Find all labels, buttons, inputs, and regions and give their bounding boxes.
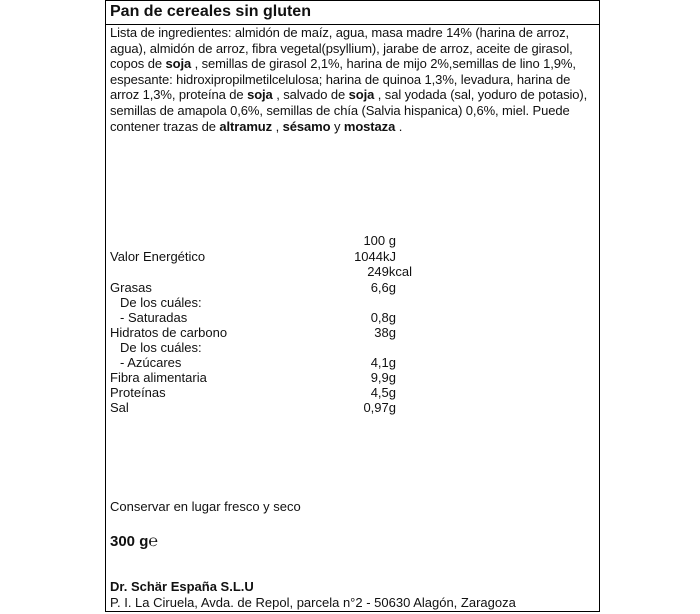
of-which-label: De los cuáles:: [120, 295, 202, 310]
allergen-highlight: soja: [165, 56, 192, 72]
nutrition-table: [110, 233, 410, 418]
allergen-highlight: soja: [247, 87, 273, 103]
product-title: Pan de cereales sin gluten: [110, 3, 311, 20]
carbs-label: Hidratos de carbono: [110, 325, 228, 340]
protein-label: Proteínas: [110, 385, 166, 400]
carbs-value: 38g: [374, 325, 396, 340]
allergen-highlight: sésamo: [282, 118, 331, 134]
storage-instructions: Conservar en lugar fresco y seco: [110, 499, 301, 514]
nutrition-row-energy-kcal: [110, 264, 412, 279]
allergen-highlight: mostaza: [343, 118, 396, 134]
allergen-highlight: altramuz: [219, 118, 273, 134]
fibre-label: Fibra alimentaria: [110, 370, 207, 385]
saturated-label: - Saturadas: [120, 310, 188, 325]
nutrition-row-of-which-fat: [110, 295, 396, 310]
ingredients-list: [110, 25, 596, 134]
company-name: Dr. Schär España S.L.U: [110, 579, 254, 594]
sugars-value: 4,1g: [370, 355, 396, 370]
ingredients-text: y: [330, 118, 344, 134]
energy-label: Valor Energético: [110, 249, 206, 264]
nutrition-row-carbs: [110, 325, 396, 340]
fat-label: Grasas: [110, 280, 152, 295]
salt-label: Sal: [110, 400, 129, 415]
ingredients-text: , sal yodada (sal, yoduro de potasio), semillas de amapola 0,6%, semillas de chía (Salvia hispanica) 0,6%, miel. Puede contener trazas de: [110, 87, 588, 134]
energy-kcal-value: 249kcal: [367, 264, 412, 279]
allergen-highlight: soja: [348, 87, 375, 103]
ingredients-text: ,: [272, 118, 283, 134]
nutrition-row-fibre: [110, 370, 396, 385]
per-100g-header: 100 g: [363, 233, 396, 248]
salt-value: 0,97g: [363, 400, 396, 415]
nutrition-row-of-which-carbs: [110, 340, 396, 355]
ingredients-text: , salvado de: [272, 87, 349, 103]
nutrition-row-sugars: [110, 355, 396, 370]
ingredients-text: .: [395, 118, 403, 134]
nutrition-header-row: [110, 233, 396, 248]
ingredients-text: Lista de ingredientes: almidón de maíz, agua, masa madre 14% (harina de arroz, agua), almidón de arroz, fibra vegetal(psyllium), jarabe de arroz, aceite de girasol, copos de: [110, 25, 573, 72]
nutrition-row-salt: [110, 400, 396, 415]
nutrition-row-saturated: [110, 310, 396, 325]
nutrition-row-protein: [110, 385, 396, 400]
energy-kj-value: 1044kJ: [354, 249, 396, 264]
estimated-sign-icon: ℮: [148, 533, 158, 550]
saturated-value: 0,8g: [370, 310, 396, 325]
sugars-label: - Azúcares: [120, 355, 182, 370]
company-address: P. I. La Ciruela, Avda. de Repol, parcela n°2 - 50630 Alagón, Zaragoza: [110, 595, 516, 610]
net-weight: [110, 533, 158, 551]
of-which-label: De los cuáles:: [120, 340, 202, 355]
ingredients-text: , semillas de girasol 2,1%, harina de mijo 2%,semillas de lino 1,9%, espesante: hidroxipropilmetilcelulosa; harina de quinoa 1,3%, levadura, harina de arroz 1,3%, proteína de: [110, 56, 576, 103]
fat-value: 6,6g: [370, 280, 396, 295]
nutrition-row-energy: [110, 249, 396, 264]
protein-value: 4,5g: [370, 385, 396, 400]
product-label: [105, 0, 600, 612]
nutrition-row-fat: [110, 280, 396, 295]
net-weight-value: 300 g: [110, 533, 149, 550]
fibre-value: 9,9g: [370, 370, 396, 385]
